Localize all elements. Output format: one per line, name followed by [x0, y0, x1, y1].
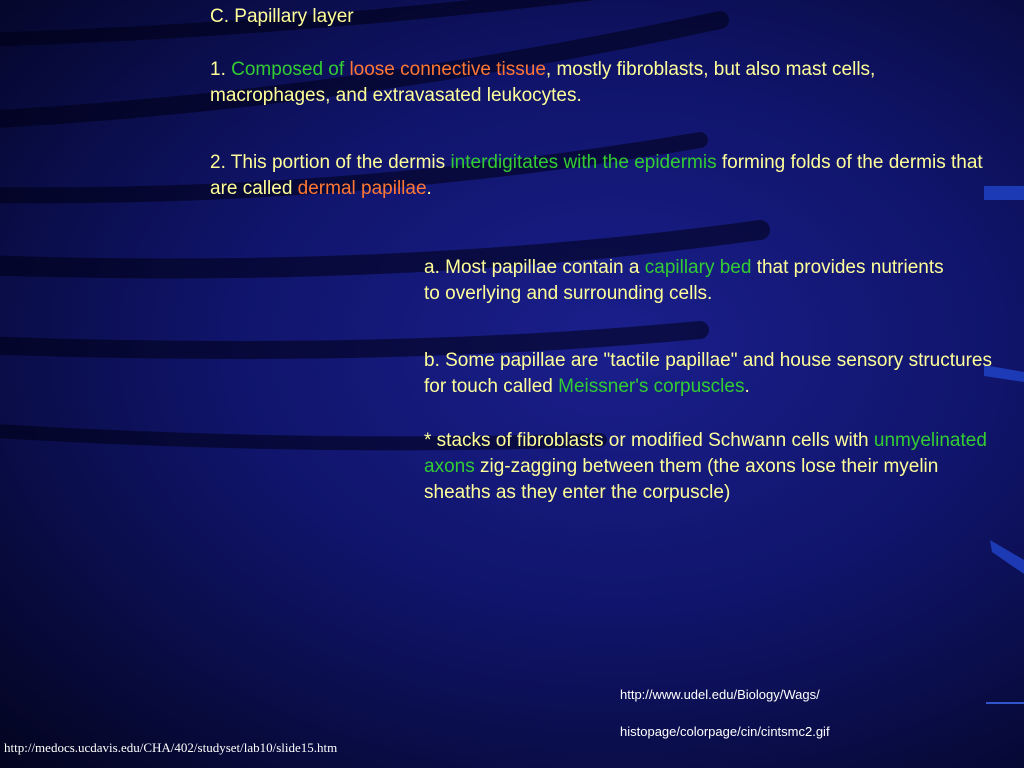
source-udel-line1: http://www.udel.edu/Biology/Wags/ — [620, 687, 820, 702]
point-a — [424, 255, 964, 307]
point-b-start: b. Some papillae are "tactile papillae" and house sensory structures for touch called — [424, 350, 992, 397]
source-udel-line2: histopage/colorpage/cin/cintsmc2.gif — [620, 724, 830, 739]
note-rest: zig-zagging between them (the axons lose their myelin sheaths as they enter the corpuscle) — [424, 456, 939, 503]
note — [424, 428, 1004, 506]
point-2-start: 2. This portion of the dermis — [210, 152, 446, 173]
point-1-green: Composed of — [231, 59, 345, 80]
point-2-end: . — [426, 178, 432, 199]
point-1-orange: loose connective tissue — [349, 59, 546, 80]
point-2-green: interdigitates with the epidermis — [450, 152, 717, 173]
point-a-rest: that provides nutrients to overlying and surrounding cells. — [424, 257, 944, 304]
point-2 — [210, 150, 1000, 202]
point-a-start: a. Most papillae contain a — [424, 257, 640, 278]
point-2-mid: forming folds of the dermis that are called — [210, 152, 983, 199]
point-2-orange: dermal papillae — [297, 178, 427, 199]
point-b — [424, 348, 994, 400]
point-b-green: Meissner's corpuscles — [558, 376, 745, 397]
point-1-number: 1. — [210, 59, 226, 80]
slide-title — [210, 4, 610, 30]
note-green: unmyelinated axons — [424, 430, 987, 477]
point-a-green: capillary bed — [644, 257, 752, 278]
note-start: * stacks of fibroblasts or modified Schwann cells with — [424, 430, 869, 451]
source-ucdavis: http://medocs.ucdavis.edu/CHA/402/studyset/lab10/slide15.htm — [4, 740, 338, 755]
point-b-end: . — [744, 376, 750, 397]
point-1 — [210, 57, 1000, 109]
title-text: C. Papillary layer — [210, 6, 354, 27]
point-1-rest: , mostly fibroblasts, but also mast cells, macrophages, and extravasated leukocytes. — [210, 59, 876, 106]
